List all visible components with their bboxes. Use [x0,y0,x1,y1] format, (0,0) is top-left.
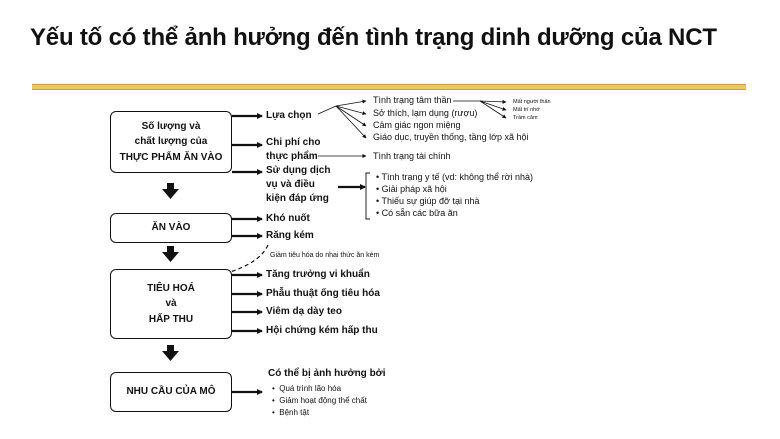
service-label [266,164,330,206]
choice-detail-preference: Sở thích, lạm dụng (rượu) [373,108,478,118]
choice-detail-appetite: Cảm giác ngon miệng [373,120,461,130]
mental-detail-bereavement: Mất người thân [513,99,551,105]
service-detail-meals-text: Có sẵn các bữa ăn [381,208,458,218]
cost-label [266,136,320,164]
intake-factor-swallowing: Khó nuốt [266,213,310,224]
choice-detail-education: Giáo dục, truyền thống, tầng lớp xã hội [373,132,529,142]
digestion-box-line-3: HẤP THU [148,313,194,325]
cost-detail-finances: Tình trạng tài chính [373,151,451,161]
cost-label-line-1: Chi phí cho [266,137,321,148]
food-box-line-3: THỰC PHẨM ĂN VÀO [119,151,223,163]
service-label-line-3: kiện đáp ứng [266,193,329,204]
intake-factor-teeth: Răng kém [266,230,314,241]
tissue-heading: Có thể bị ảnh hưởng bởi [268,368,386,379]
choice-label: Lựa chọn [266,110,312,121]
cost-label-line-2: thực phẩm [266,151,318,162]
choice-detail-mental: Tình trạng tâm thần [373,95,452,105]
tissue-item-activity-text: Giảm hoạt động thể chất [279,396,367,405]
digestion-absorption-box [110,269,232,339]
service-detail-meals: • Có sẵn các bữa ăn [376,208,458,218]
service-detail-medical-text: Tình trạng y tế (vd: không thể rời nhà) [381,172,533,182]
service-detail-home-help: • Thiếu sự giúp đỡ tại nhà [376,196,480,206]
food-box-line-2: chất lượng của [134,136,208,148]
tissue-item-disease: • Bệnh tật [272,408,310,417]
food-intake-quality-box [110,111,232,173]
service-detail-social: • Giải pháp xã hội [376,184,447,194]
dashed-note: Giảm tiêu hóa do nhai thức ăn kém [270,252,380,259]
slide-title: Yếu tố có thể ảnh hưởng đến tình trạng dinh dưỡng của NCT [30,24,717,51]
intake-box-label: ĂN VÀO [151,222,191,234]
digestion-factor-malabsorption: Hội chứng kém hấp thu [266,325,378,336]
digestion-box-line-1: TIÊU HOÁ [147,282,195,294]
mental-detail-depression: Trầm cảm [513,115,538,121]
tissue-item-aging-text: Quá trình lão hóa [279,384,342,393]
service-detail-home-help-text: Thiếu sự giúp đỡ tại nhà [381,196,480,206]
service-label-line-2: vụ và điều [266,179,315,190]
tissue-needs-box [110,372,232,412]
intake-box [110,213,232,243]
down-arrow-3 [162,345,179,361]
tissue-item-disease-text: Bệnh tật [279,408,310,417]
tissue-box-label: NHU CẦU CỦA MÔ [126,386,216,398]
down-arrow-1 [162,183,179,199]
service-detail-medical: • Tình trạng y tế (vd: không thể rời nhà) [376,172,533,182]
service-label-line-1: Sử dụng dịch [266,165,331,176]
digestion-factor-surgery: Phẫu thuật ống tiêu hóa [266,288,380,299]
digestion-factor-gastritis: Viêm dạ dày teo [266,306,342,317]
mental-detail-memory-loss: Mất trí nhớ [513,107,540,113]
food-box-line-1: Số lượng và [141,120,201,132]
service-detail-social-text: Giải pháp xã hội [381,184,447,194]
digestion-factor-bacteria: Tăng trưởng vi khuẩn [266,269,370,280]
down-arrow-2 [162,246,179,262]
tissue-item-activity: • Giảm hoạt động thể chất [272,396,367,405]
digestion-box-line-2: và [165,298,177,310]
tissue-item-aging: • Quá trình lão hóa [272,384,342,393]
